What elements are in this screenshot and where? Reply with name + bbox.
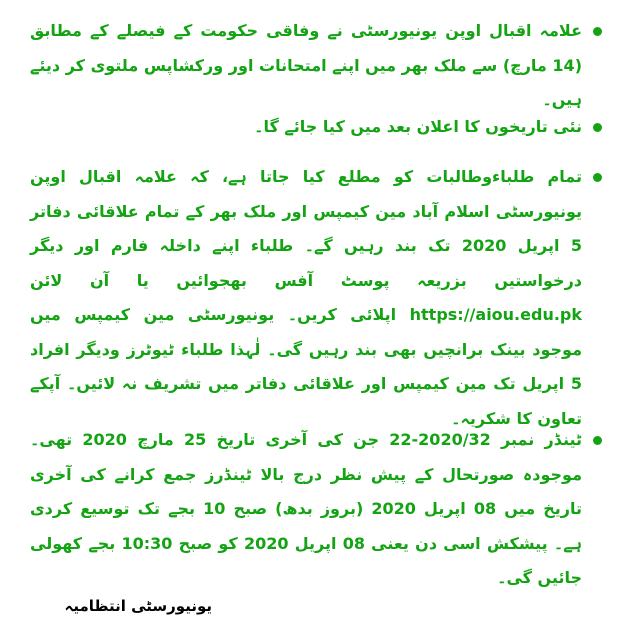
bullet-icon xyxy=(590,14,604,49)
notice-item-text: نئی تاریخوں کا اعلان بعد میں کیا جائے گا۔ xyxy=(254,117,582,136)
bullet-icon xyxy=(590,160,604,195)
bullet-icon xyxy=(590,110,604,145)
notice-signature: یونیورسٹی انتظامیہ xyxy=(64,597,212,615)
notice-item-postponement xyxy=(30,14,604,118)
notice-item-text: تمام طلباءوطالبات کو مطلع کیا جاتا ہے، کہ علامہ اقبال اوپن یونیورسٹی اسلام آباد مین کیمپس اور ملک بھر کے تمام علاقائی دفاتر 5 اپریل 2020 تک بند رہیں گے۔ طلباء اپنے داخلہ فارم اور دیگر درخواستیں بزریعہ پوسٹ آفس بھجوائیں یا آن لائن https://aiou.edu.pk اپلائی کریں۔ یونیورسٹی مین کیمپس میں موجود بینک برانچیں بھی بند رہیں گی۔ لٰہذا طلباء ٹیوٹرز ودیگر افراد 5 اپریل تک مین کیمپس اور علاقائی دفاتر میں تشریف نہ لائیں۔ آپکے تعاون کا شکریہ۔ xyxy=(30,167,582,428)
notice-item-text: ٹینڈر نمبر 2020/32-22 جن کی آخری تاریخ 25 مارچ 2020 تھی۔ موجودہ صورتحال کے پیش نظر درج بالا ٹینڈرز جمع کرانے کی آخری تاریخ میں 08 اپریل 2020 (بروز بدھ) صبح 10 بجے تک توسیع کردی ہے۔ پیشکش اسی دن یعنی 08 اپریل 2020 کو صبح 10:30 بجے کھولی جائیں گی۔ xyxy=(30,430,583,587)
bullet-icon xyxy=(590,423,604,458)
notice-item-tender-extension xyxy=(30,423,604,596)
notice-item-campus-closure xyxy=(30,160,604,436)
notice-item-new-dates xyxy=(30,110,604,145)
notice-item-text: علامہ اقبال اوپن یونیورسٹی نے وفاقی حکومت کے فیصلے کے مطابق (14 مارچ) سے ملک بھر میں اپنے امتحانات اور ورکشاپس ملتوی کر دیئے ہیں۔ xyxy=(30,21,582,109)
